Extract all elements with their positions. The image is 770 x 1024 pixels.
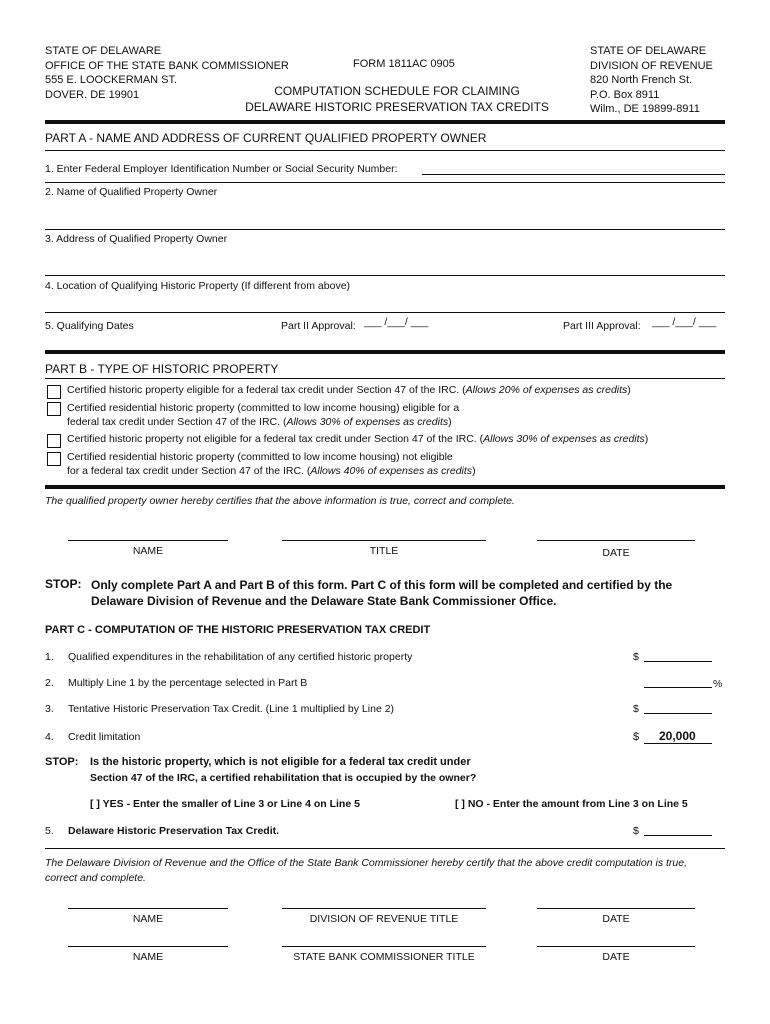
header-left-line: 555 E. LOOCKERMAN ST. (45, 74, 178, 86)
sig1-date-label: DATE (602, 547, 630, 559)
option2-label (67, 402, 459, 429)
sig3-title-label: STATE BANK COMMISSIONER TITLE (293, 951, 475, 963)
sig2-name-label: NAME (132, 913, 164, 925)
part3-approval-label: Part III Approval: (563, 320, 641, 332)
divider (45, 182, 725, 183)
bank-name-signature-line[interactable] (68, 946, 228, 947)
part-c-heading: PART C - COMPUTATION OF THE HISTORIC PRESERVATION TAX CREDIT (45, 624, 431, 636)
revenue-title-signature-line[interactable] (282, 908, 486, 909)
bank-date-signature-line[interactable] (537, 946, 695, 947)
item1-label: 1. Enter Federal Employer Identification Number or Social Security Number: (45, 163, 398, 175)
line2-percent-sign: % (713, 678, 723, 690)
form-number: FORM 1811AC 0905 (353, 58, 455, 70)
option3-text: Certified historic property not eligible for a federal tax credit under Section 47 of the IRC. ( (67, 433, 484, 445)
option1-checkbox[interactable] (47, 385, 61, 399)
header-right-address (590, 44, 713, 117)
option3-checkbox[interactable] (47, 434, 61, 448)
header-right-line: P.O. Box 8911 (590, 88, 660, 101)
line1-dollar: $ (633, 651, 639, 663)
line3-amount-field[interactable] (644, 713, 712, 714)
option1-close: ) (627, 384, 631, 396)
division-certification-line2: correct and complete. (45, 872, 146, 884)
option4-line1: Certified residential historic property (committed to low income housing) not eligible (67, 451, 453, 463)
yes-option[interactable]: [ ] YES - Enter the smaller of Line 3 or Line 4 on Line 5 (90, 798, 360, 810)
line1-num: 1. (45, 651, 54, 663)
part3-approval-date-field[interactable]: ___ /___/ ___ (652, 316, 717, 328)
option1-text: Certified historic property eligible for a federal tax credit under Section 47 of the IRC. ( (67, 384, 466, 396)
item3-label: 3. Address of Qualified Property Owner (45, 233, 228, 245)
owner-name-signature-line[interactable] (68, 540, 228, 541)
header-left-line: DOVER. DE 19901 (45, 88, 140, 101)
line3-num: 3. (45, 703, 54, 715)
stop1-line1: Only complete Part A and Part B of this form. Part C of this form will be completed and certified by the (91, 578, 673, 592)
sig3-date-label: DATE (602, 951, 630, 963)
option4-label (67, 451, 476, 478)
stop2-line1: Is the historic property, which is not eligible for a federal tax credit under (90, 756, 471, 768)
header-right-line: Wilm., DE 19899-8911 (590, 103, 700, 115)
sig3-name-label: NAME (132, 951, 164, 963)
header-right-line: DIVISION OF REVENUE (590, 59, 713, 72)
stop1-line2: Delaware Division of Revenue and the Delaware State Bank Commissioner Office. (91, 594, 557, 608)
part2-approval-label: Part II Approval: (281, 320, 356, 332)
option4-close: ) (472, 464, 476, 477)
revenue-name-signature-line[interactable] (68, 908, 228, 909)
owner-certification: The qualified property owner hereby certifies that the above information is true, correct and complete. (45, 495, 515, 507)
option1-note: Allows 20% of expenses as credits (465, 384, 628, 396)
stop2-label: STOP: (45, 756, 79, 768)
stop1-text (91, 577, 731, 609)
line5-dollar: $ (633, 825, 639, 837)
line1-label: Qualified expenditures in the rehabilitation of any certified historic property (68, 651, 413, 663)
line4-value: 20,000 (659, 729, 696, 743)
divider (45, 350, 725, 354)
sig2-date-label: DATE (602, 913, 630, 925)
header-right-line: 820 North French St. (590, 74, 693, 86)
item2-label: 2. Name of Qualified Property Owner (45, 186, 218, 198)
line5-num: 5. (45, 825, 54, 837)
option3-note: Allows 30% of expenses as credits (483, 433, 645, 445)
form-title-line2: DELAWARE HISTORIC PRESERVATION TAX CREDITS (245, 100, 549, 114)
item4-label: 4. Location of Qualifying Historic Property (If different from above) (45, 280, 351, 292)
option1-label (67, 384, 631, 396)
option4-note: Allows 40% of expenses as credits (310, 464, 473, 477)
option2-note: Allows 30% of expenses as credits (286, 415, 449, 428)
header-right-line: STATE OF DELAWARE (590, 45, 707, 57)
divider (45, 120, 725, 124)
line2-percent-field[interactable] (644, 687, 712, 688)
line4-label: Credit limitation (68, 731, 141, 743)
stop2-line2: Section 47 of the IRC, a certified rehabilitation that is occupied by the owner? (90, 772, 477, 784)
division-certification-line1: The Delaware Division of Revenue and the Office of the State Bank Commissioner hereby certify that the above credit computation is true, (45, 857, 687, 869)
line4-amount-underline (644, 743, 712, 744)
sig1-title-label: TITLE (369, 545, 399, 557)
line3-dollar: $ (633, 703, 639, 715)
option3-close: ) (644, 433, 649, 445)
form-title (232, 83, 562, 115)
option4-checkbox[interactable] (47, 452, 61, 466)
line2-label: Multiply Line 1 by the percentage selected in Part B (68, 677, 308, 689)
line3-label: Tentative Historic Preservation Tax Credit. (Line 1 multiplied by Line 2) (68, 703, 395, 715)
owner-name-field[interactable] (45, 229, 725, 230)
sig1-name-label: NAME (132, 545, 164, 557)
part-b-heading: PART B - TYPE OF HISTORIC PROPERTY (45, 362, 279, 376)
property-location-field[interactable] (45, 312, 725, 313)
line1-amount-field[interactable] (644, 661, 712, 662)
part2-approval-date-field[interactable]: ___ /___/ ___ (364, 316, 429, 328)
line5-amount-field[interactable] (644, 835, 712, 836)
form-title-line1: COMPUTATION SCHEDULE FOR CLAIMING (274, 84, 520, 98)
divider (45, 848, 725, 849)
option2-text: federal tax credit under Section 47 of the IRC. ( (67, 415, 287, 428)
option3-label (67, 433, 648, 445)
divider (45, 378, 725, 379)
stop1-label: STOP: (45, 577, 82, 591)
fein-ssn-field[interactable] (422, 174, 725, 175)
header-left-line: OFFICE OF THE STATE BANK COMMISSIONER (45, 59, 289, 72)
option4-text: for a federal tax credit under Section 47 of the IRC. ( (67, 464, 311, 477)
owner-date-signature-line[interactable] (537, 540, 695, 541)
option2-line1: Certified residential historic property (committed to low income housing) eligible for a (67, 402, 460, 414)
line4-dollar: $ (633, 731, 640, 743)
bank-title-signature-line[interactable] (282, 946, 486, 947)
owner-address-field[interactable] (45, 275, 725, 276)
option2-checkbox[interactable] (47, 402, 61, 416)
divider (45, 485, 725, 489)
revenue-date-signature-line[interactable] (537, 908, 695, 909)
sig2-title-label: DIVISION OF REVENUE TITLE (309, 913, 459, 925)
header-left-line: STATE OF DELAWARE (45, 45, 162, 57)
division-certification (45, 856, 730, 886)
option2-close: ) (448, 415, 452, 428)
owner-title-signature-line[interactable] (282, 540, 486, 541)
part-a-heading: PART A - NAME AND ADDRESS OF CURRENT QUALIFIED PROPERTY OWNER (45, 131, 487, 145)
no-option[interactable]: [ ] NO - Enter the amount from Line 3 on Line 5 (455, 798, 688, 810)
line2-num: 2. (45, 677, 54, 689)
divider (45, 150, 725, 151)
line4-num: 4. (45, 731, 54, 743)
line5-label: Delaware Historic Preservation Tax Credit. (68, 825, 280, 837)
item5-label: 5. Qualifying Dates (45, 320, 134, 332)
